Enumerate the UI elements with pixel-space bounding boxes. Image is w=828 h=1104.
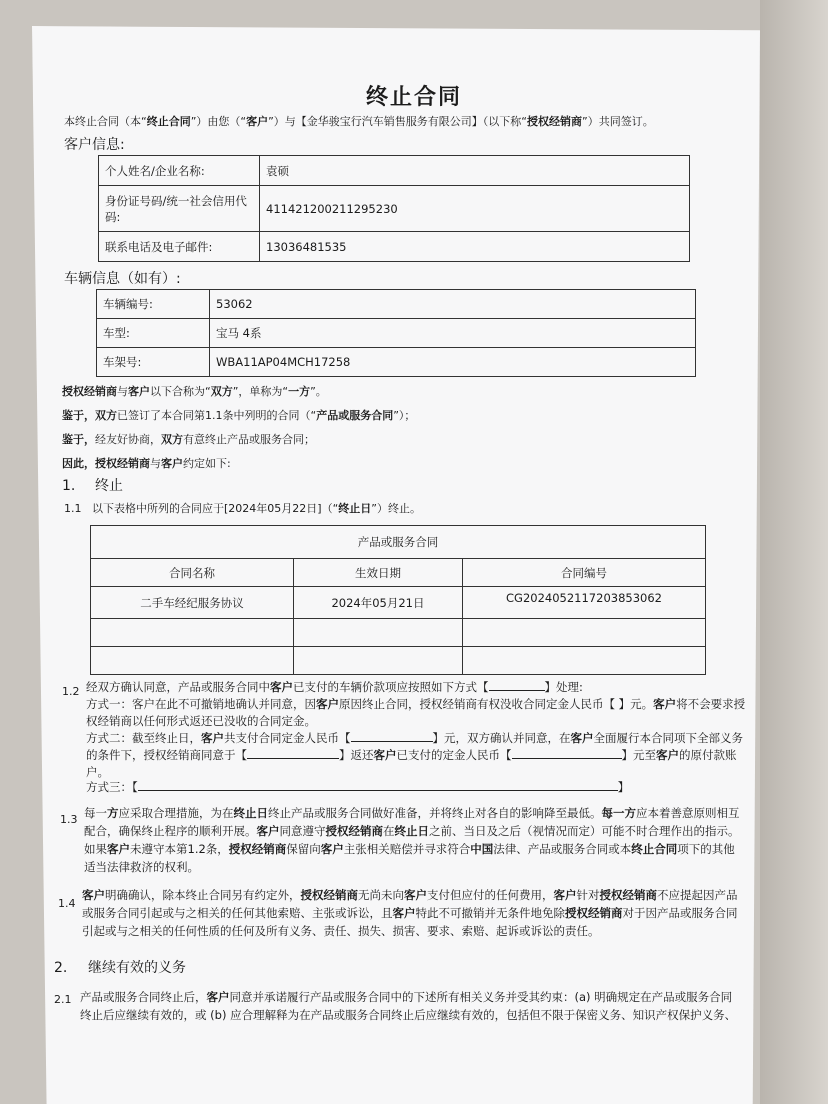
text: 】处理: bbox=[544, 680, 583, 694]
text: ”）； bbox=[393, 409, 416, 422]
text: 】 bbox=[617, 780, 630, 794]
table-header: 产品或服务合同 bbox=[91, 526, 706, 559]
text: 与 bbox=[150, 457, 161, 470]
bold-term: 客户 bbox=[316, 697, 339, 711]
bold-term: 因此，授权经销商 bbox=[62, 457, 150, 470]
text: 主张相关赔偿并寻求符合 bbox=[343, 842, 471, 856]
bold-term: 客户 bbox=[206, 990, 230, 1004]
text: 明确确认，除本终止合同另有约定外， bbox=[105, 888, 301, 902]
bold-term: 客户 bbox=[656, 748, 679, 762]
section-2-title: 继续有效的义务 bbox=[88, 960, 186, 976]
vehicle-label: 车型: bbox=[97, 319, 210, 348]
text: 以下表格中所列的合同应于[2024年05月22日]（“ bbox=[92, 502, 339, 515]
text: 之前、当日及之后（视情况而定）可能不时合理作出的指示。 bbox=[429, 824, 740, 838]
clause-2-1-line bbox=[80, 990, 732, 1005]
text: 将不会要求授 bbox=[676, 697, 746, 711]
table-cell bbox=[463, 619, 706, 647]
text: 不应提起因产品 bbox=[657, 888, 738, 902]
customer-value: 411421200211295230 bbox=[260, 186, 690, 232]
vehicle-table bbox=[96, 289, 696, 377]
text: 方式二：截至终止日， bbox=[86, 731, 201, 745]
bold-term: 客户 bbox=[570, 731, 594, 745]
bold-term: 终止日 bbox=[233, 806, 268, 820]
text: 】元，双方确认并同意，在 bbox=[432, 731, 571, 745]
vehicle-label: 车辆编号: bbox=[97, 290, 210, 319]
text: 已支付的车辆价款项应按照如下方式【 bbox=[293, 680, 489, 694]
vehicle-row bbox=[97, 290, 696, 319]
column-header: 合同编号 bbox=[463, 559, 706, 587]
table-column-row bbox=[91, 559, 706, 587]
bold-term: 授权经销商 bbox=[325, 824, 383, 838]
vehicle-row bbox=[97, 319, 696, 348]
text: 保留向 bbox=[286, 842, 321, 856]
bold-term: 客户 bbox=[256, 824, 280, 838]
text: 的条件下，授权经销商同意于【 bbox=[86, 748, 247, 762]
blank-field bbox=[512, 758, 622, 759]
clause-1-4-line bbox=[82, 888, 738, 903]
text: 特此不可撤销并无条件地免除 bbox=[415, 906, 565, 920]
customer-row bbox=[99, 156, 690, 186]
table-row bbox=[91, 619, 706, 647]
intro-text: ”）由您（“ bbox=[190, 115, 247, 128]
table-cell bbox=[91, 647, 294, 675]
clause-1-4-number: 1.4 bbox=[58, 897, 76, 910]
text: 配合，确保终止程序的顺利开展。 bbox=[84, 824, 257, 838]
table-cell: 二手车经纪服务协议 bbox=[91, 587, 294, 619]
bold-term: 鉴于，双方 bbox=[62, 409, 117, 422]
text: 经友好协商， bbox=[95, 433, 161, 446]
blank-field bbox=[138, 790, 618, 791]
clause-2-1-line: 终止后应继续有效的，或 (b) 应合理解释为在产品或服务合同终止后应继续有效的，包括但不限于保密义务、知识产权保护义务、 bbox=[80, 1008, 737, 1022]
bold-term: 客户 bbox=[553, 888, 577, 902]
table-cell: CG2024052117203853062 bbox=[463, 587, 706, 619]
section-1-title: 终止 bbox=[95, 478, 123, 494]
text: 的原付款账 bbox=[679, 748, 737, 762]
clause-1-2-line: 权经销商以任何形式返还已没收的合同定金。 bbox=[86, 714, 316, 728]
text: 无尚未向 bbox=[358, 888, 404, 902]
column-header: 合同名称 bbox=[91, 559, 294, 587]
blank-field bbox=[247, 758, 339, 759]
column-header: 生效日期 bbox=[294, 559, 463, 587]
clause-1-2-line: 户。 bbox=[86, 765, 109, 779]
text: 】元至 bbox=[621, 748, 656, 762]
text: 法律、产品或服务合同或本 bbox=[493, 842, 632, 856]
clause-1-1 bbox=[92, 501, 421, 516]
table-cell bbox=[294, 619, 463, 647]
text: 已支付的定金人民币【 bbox=[396, 748, 512, 762]
table-row bbox=[91, 647, 706, 675]
clause-1-2-line bbox=[86, 748, 737, 763]
vehicle-row bbox=[97, 348, 696, 377]
text: ”。 bbox=[310, 385, 327, 398]
text: 以下合称为“ bbox=[150, 385, 211, 398]
customer-label: 个人姓名/企业名称: bbox=[99, 156, 260, 186]
bold-term: 客户 bbox=[392, 906, 416, 920]
section-2-number: 2. bbox=[54, 960, 68, 976]
text: 有意终止产品或服务合同； bbox=[183, 433, 315, 446]
text: 原因终止合同，授权经销商有权没收合同定金人民币【 】元。 bbox=[339, 697, 654, 711]
intro-paragraph bbox=[64, 114, 654, 129]
text: 项下的其他 bbox=[677, 842, 735, 856]
bold-term: 客户 bbox=[107, 842, 130, 856]
intro-text: ”）与【金华骏宝行汽车销售服务有限公司】（以下称“ bbox=[268, 115, 528, 128]
text: 同意遵守 bbox=[279, 824, 326, 838]
clause-1-1-number: 1.1 bbox=[64, 502, 82, 515]
clause-1-4-line bbox=[82, 906, 738, 921]
vehicle-heading: 车辆信息（如有）: bbox=[64, 271, 181, 287]
table-cell bbox=[91, 619, 294, 647]
intro-bold: 终止合同 bbox=[146, 115, 191, 128]
blank-field bbox=[489, 690, 545, 691]
product-contract-table bbox=[90, 525, 706, 675]
text: 经双方确认同意，产品或服务合同中 bbox=[86, 680, 270, 694]
section-1-number: 1. bbox=[62, 478, 76, 494]
bold-term: 每一方 bbox=[601, 806, 636, 820]
customer-value: 13036481535 bbox=[260, 232, 690, 262]
bold-term: 客户 bbox=[653, 697, 677, 711]
text: ”）终止。 bbox=[371, 502, 421, 515]
clause-1-2-line bbox=[86, 780, 629, 795]
text: 未遵守本第1.2条， bbox=[130, 842, 229, 856]
text: 针对 bbox=[576, 888, 600, 902]
text: 同意并承诺履行产品或服务合同中的下述所有相关义务并受其约束：(a) 明确规定在产品或服务合同 bbox=[229, 990, 733, 1004]
clause-1-3-line bbox=[84, 806, 740, 821]
text: 支付但应付的任何费用， bbox=[427, 888, 554, 902]
text: 与 bbox=[117, 385, 128, 398]
bold-term: 产品或服务合同 bbox=[316, 409, 394, 422]
bold-term: 鉴于， bbox=[62, 433, 95, 446]
bold-term: 客户 bbox=[201, 731, 224, 745]
text: 或服务合同引起或与之相关的任何其他索赔、主张或诉讼，且 bbox=[82, 906, 393, 920]
clause-1-3-line bbox=[84, 842, 735, 857]
text: 方式一：客户在此不可撤销地确认并同意，因 bbox=[86, 697, 316, 711]
bold-term: 双方 bbox=[161, 433, 183, 446]
text: 全面履行本合同项下全部义务 bbox=[593, 731, 743, 745]
bold-term: 终止合同 bbox=[631, 842, 678, 856]
clause-2-1-number: 2.1 bbox=[54, 993, 72, 1006]
table-row bbox=[91, 587, 706, 619]
clause-1-4-line: 引起或与之相关的任何性质的任何及所有义务、责任、损失、损害、要求、索赔、起诉或诉讼的责任。 bbox=[82, 924, 600, 938]
vehicle-value: 53062 bbox=[210, 290, 696, 319]
text: 已签订了本合同第1.1条中列明的合同（“ bbox=[117, 409, 317, 422]
text: 在 bbox=[383, 824, 395, 838]
bold-term: 客户 bbox=[82, 888, 105, 902]
parties-definition bbox=[62, 384, 327, 399]
whereas-clause-2 bbox=[62, 432, 315, 447]
customer-heading: 客户信息: bbox=[64, 137, 125, 153]
vehicle-value: 宝马 4系 bbox=[210, 319, 696, 348]
text: 】返还 bbox=[339, 748, 374, 762]
text: 如果 bbox=[84, 842, 107, 856]
bold-term: 客户 bbox=[373, 748, 397, 762]
table-cell: 2024年05月21日 bbox=[294, 587, 463, 619]
bold-term: 双方 bbox=[210, 385, 233, 398]
customer-value: 袁硕 bbox=[260, 156, 690, 186]
bold-term: 授权经销商 bbox=[599, 888, 657, 902]
clause-1-3-number: 1.3 bbox=[60, 813, 78, 826]
clause-1-2-line bbox=[86, 680, 583, 695]
customer-table bbox=[98, 155, 690, 262]
intro-bold: 客户 bbox=[246, 115, 269, 128]
clause-1-3-line: 适当法律救济的权利。 bbox=[84, 860, 199, 874]
blank-field bbox=[351, 741, 433, 742]
clause-1-2-line bbox=[86, 731, 743, 746]
clause-1-2-line bbox=[86, 697, 745, 712]
intro-bold: 授权经销商 bbox=[527, 115, 583, 128]
table-header-row bbox=[91, 526, 706, 559]
whereas-clause-1 bbox=[62, 408, 415, 423]
text: 共支付合同定金人民币【 bbox=[224, 731, 351, 745]
background bbox=[760, 0, 828, 1104]
document-title: 终止合同 bbox=[365, 85, 462, 110]
bold-term: 终止日 bbox=[394, 824, 429, 838]
clause-1-2-number: 1.2 bbox=[62, 685, 80, 698]
text: 每一 bbox=[84, 806, 107, 820]
bold-term: 客户 bbox=[128, 385, 150, 398]
bold-term: 中国 bbox=[470, 842, 494, 856]
customer-label: 身份证号码/统一社会信用代码: bbox=[99, 186, 260, 232]
text: 方式三：【 bbox=[86, 780, 138, 794]
bold-term: 授权经销商 bbox=[62, 385, 117, 398]
text: 对于因产品或服务合同 bbox=[622, 906, 738, 920]
customer-label: 联系电话及电子邮件: bbox=[99, 232, 260, 262]
bold-term: 一方 bbox=[288, 385, 311, 398]
bold-term: 客户 bbox=[404, 888, 427, 902]
intro-text: 本终止合同（本“ bbox=[64, 115, 147, 128]
bold-term: 授权经销商 bbox=[300, 888, 358, 902]
text: 终止产品或服务合同做好准备，并将终止对各自的影响降至最低。 bbox=[268, 806, 602, 820]
bold-term: 客户 bbox=[320, 842, 344, 856]
bold-term: 授权经销商 bbox=[565, 906, 623, 920]
text: 应采取合理措施，为在 bbox=[118, 806, 234, 820]
clause-1-3-line bbox=[84, 824, 740, 839]
bold-term: 终止日 bbox=[338, 502, 372, 515]
intro-text: ”）共同签订。 bbox=[582, 115, 654, 128]
therefore-clause bbox=[62, 456, 231, 471]
bold-term: 授权经销商 bbox=[228, 842, 287, 856]
bold-term: 客户 bbox=[270, 680, 293, 694]
bold-term: 方 bbox=[107, 806, 119, 820]
text: 约定如下: bbox=[183, 457, 231, 470]
text: 产品或服务合同终止后， bbox=[80, 990, 207, 1004]
table-cell bbox=[294, 647, 463, 675]
vehicle-value: WBA11AP04MCH17258 bbox=[210, 348, 696, 377]
customer-row bbox=[99, 186, 690, 232]
text: 应本着善意原则相互 bbox=[636, 806, 740, 820]
text: ”，单称为“ bbox=[232, 385, 289, 398]
vehicle-label: 车架号: bbox=[97, 348, 210, 377]
bold-term: 客户 bbox=[161, 457, 183, 470]
customer-row bbox=[99, 232, 690, 262]
table-cell bbox=[463, 647, 706, 675]
